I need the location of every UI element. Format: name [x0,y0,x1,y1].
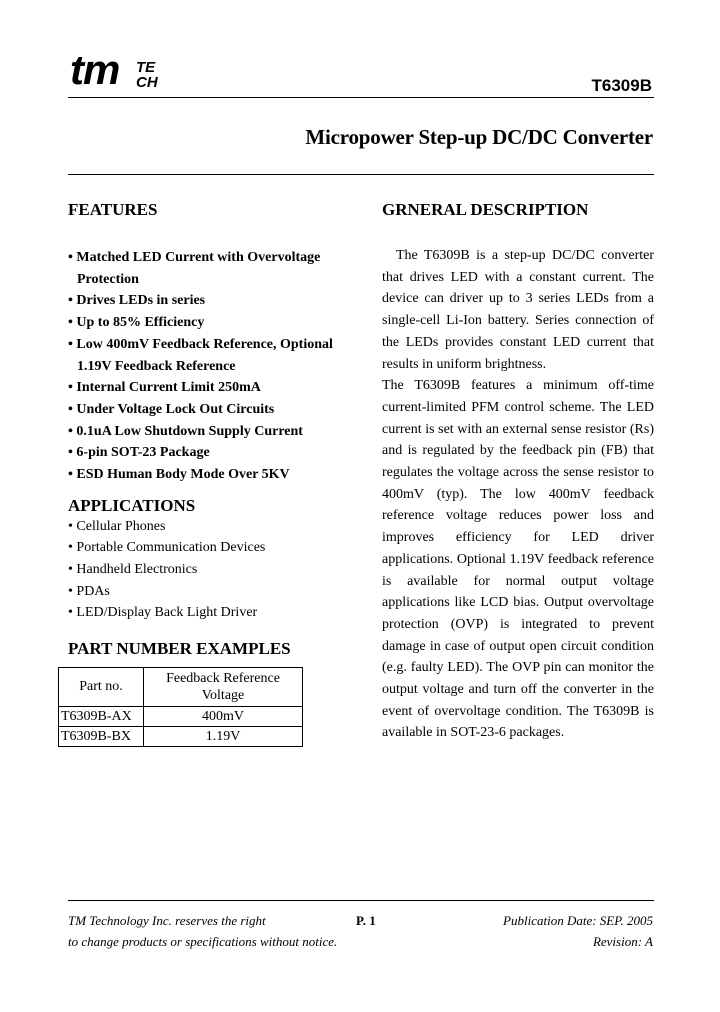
feature-item: • Matched LED Current with Overvoltage Protection [68,250,321,287]
page-number: P. 1 [356,913,376,928]
revision-label: Revision: A [592,934,653,949]
application-item: • LED/Display Back Light Driver [68,605,258,621]
description-heading: GRNERAL DESCRIPTION [382,200,589,219]
features-heading: FEATURES [68,200,158,219]
table-cell-voltage: 1.19V [144,726,303,746]
feature-item: • ESD Human Body Mode Over 5KV [68,467,290,483]
document-title: Micropower Step-up DC/DC Converter [305,125,653,149]
table-row [59,706,303,726]
feature-item: • 0.1uA Low Shutdown Supply Current [68,423,303,439]
publication-date: Publication Date: SEP. 2005 [503,913,653,928]
part-number-title: T6309B [591,76,652,95]
part-examples-heading: PART NUMBER EXAMPLES [68,638,291,658]
features-list [68,247,368,486]
feature-item: • Up to 85% Efficiency [68,315,205,331]
footer-disclaimer-line1: TM Technology Inc. reserves the right [68,913,266,928]
part-number-table [58,667,303,747]
header-divider [68,97,654,98]
application-item: • Cellular Phones [68,518,166,534]
applications-list [68,516,368,624]
description-paragraph: The T6309B is a step-up DC/DC converter that drives LED with a constant current. The device can driver up to 3 series LEDs from a single-cell Li-Ion battery. Series connection of the LEDs provides constant LED current that results in uniform brightness. [382,248,654,372]
feature-item: • Under Voltage Lock Out Circuits [68,401,275,417]
footer-disclaimer [68,910,337,952]
left-column [61,200,368,747]
right-column [382,200,654,744]
table-header-row [59,667,303,706]
application-item: • Handheld Electronics [68,561,198,577]
company-logo [70,48,180,98]
column-header-part-no: Part no. [59,667,144,706]
footer-publication-info [503,910,653,952]
table-cell-voltage: 400mV [144,706,303,726]
feature-item: • Internal Current Limit 250mA [68,380,261,396]
logo-ch-text: CH [136,74,158,91]
description-body [382,245,654,744]
description-paragraph: The T6309B features a minimum off-time current-limited PFM control scheme. The LED current is set with an external sense resistor (Rs) and is regulated by the feedback pin (FB) that regulates the voltage across the sense resistor to 400mV (typ). The low 400mV feedback reference voltage reduces power loss and improves efficiency for LED driver applications. Optional 1.19V feedback reference is available for normal output voltage applications like LCD bias. Output overvoltage protection (OVP) is integrated to prevent damage in case of output open circuit condition (e.g. faulty LED). The OVP pin can monitor the output voltage and turn off the converter in the event of overvoltage condition. The T6309B is available in SOT-23-6 packages. [382,378,654,741]
table-cell-part: T6309B-AX [59,706,144,726]
title-divider [68,174,654,175]
column-header-feedback-voltage: Feedback Reference Voltage [144,667,303,706]
logo-te-text: TE [136,59,156,76]
footer-disclaimer-line2: to change products or specifications without notice. [68,934,338,949]
table-cell-part: T6309B-BX [59,726,144,746]
applications-heading: APPLICATIONS [68,495,196,515]
feature-item: • Low 400mV Feedback Reference, Optional 1.19V Feedback Reference [68,336,333,374]
application-item: • Portable Communication Devices [68,540,266,556]
logo-tm-text: tm [70,46,120,93]
footer-divider [68,900,654,901]
table-row [59,726,303,746]
application-item: • PDAs [68,583,110,599]
feature-item: • 6-pin SOT-23 Package [68,445,210,461]
feature-item: • Drives LEDs in series [68,293,206,309]
